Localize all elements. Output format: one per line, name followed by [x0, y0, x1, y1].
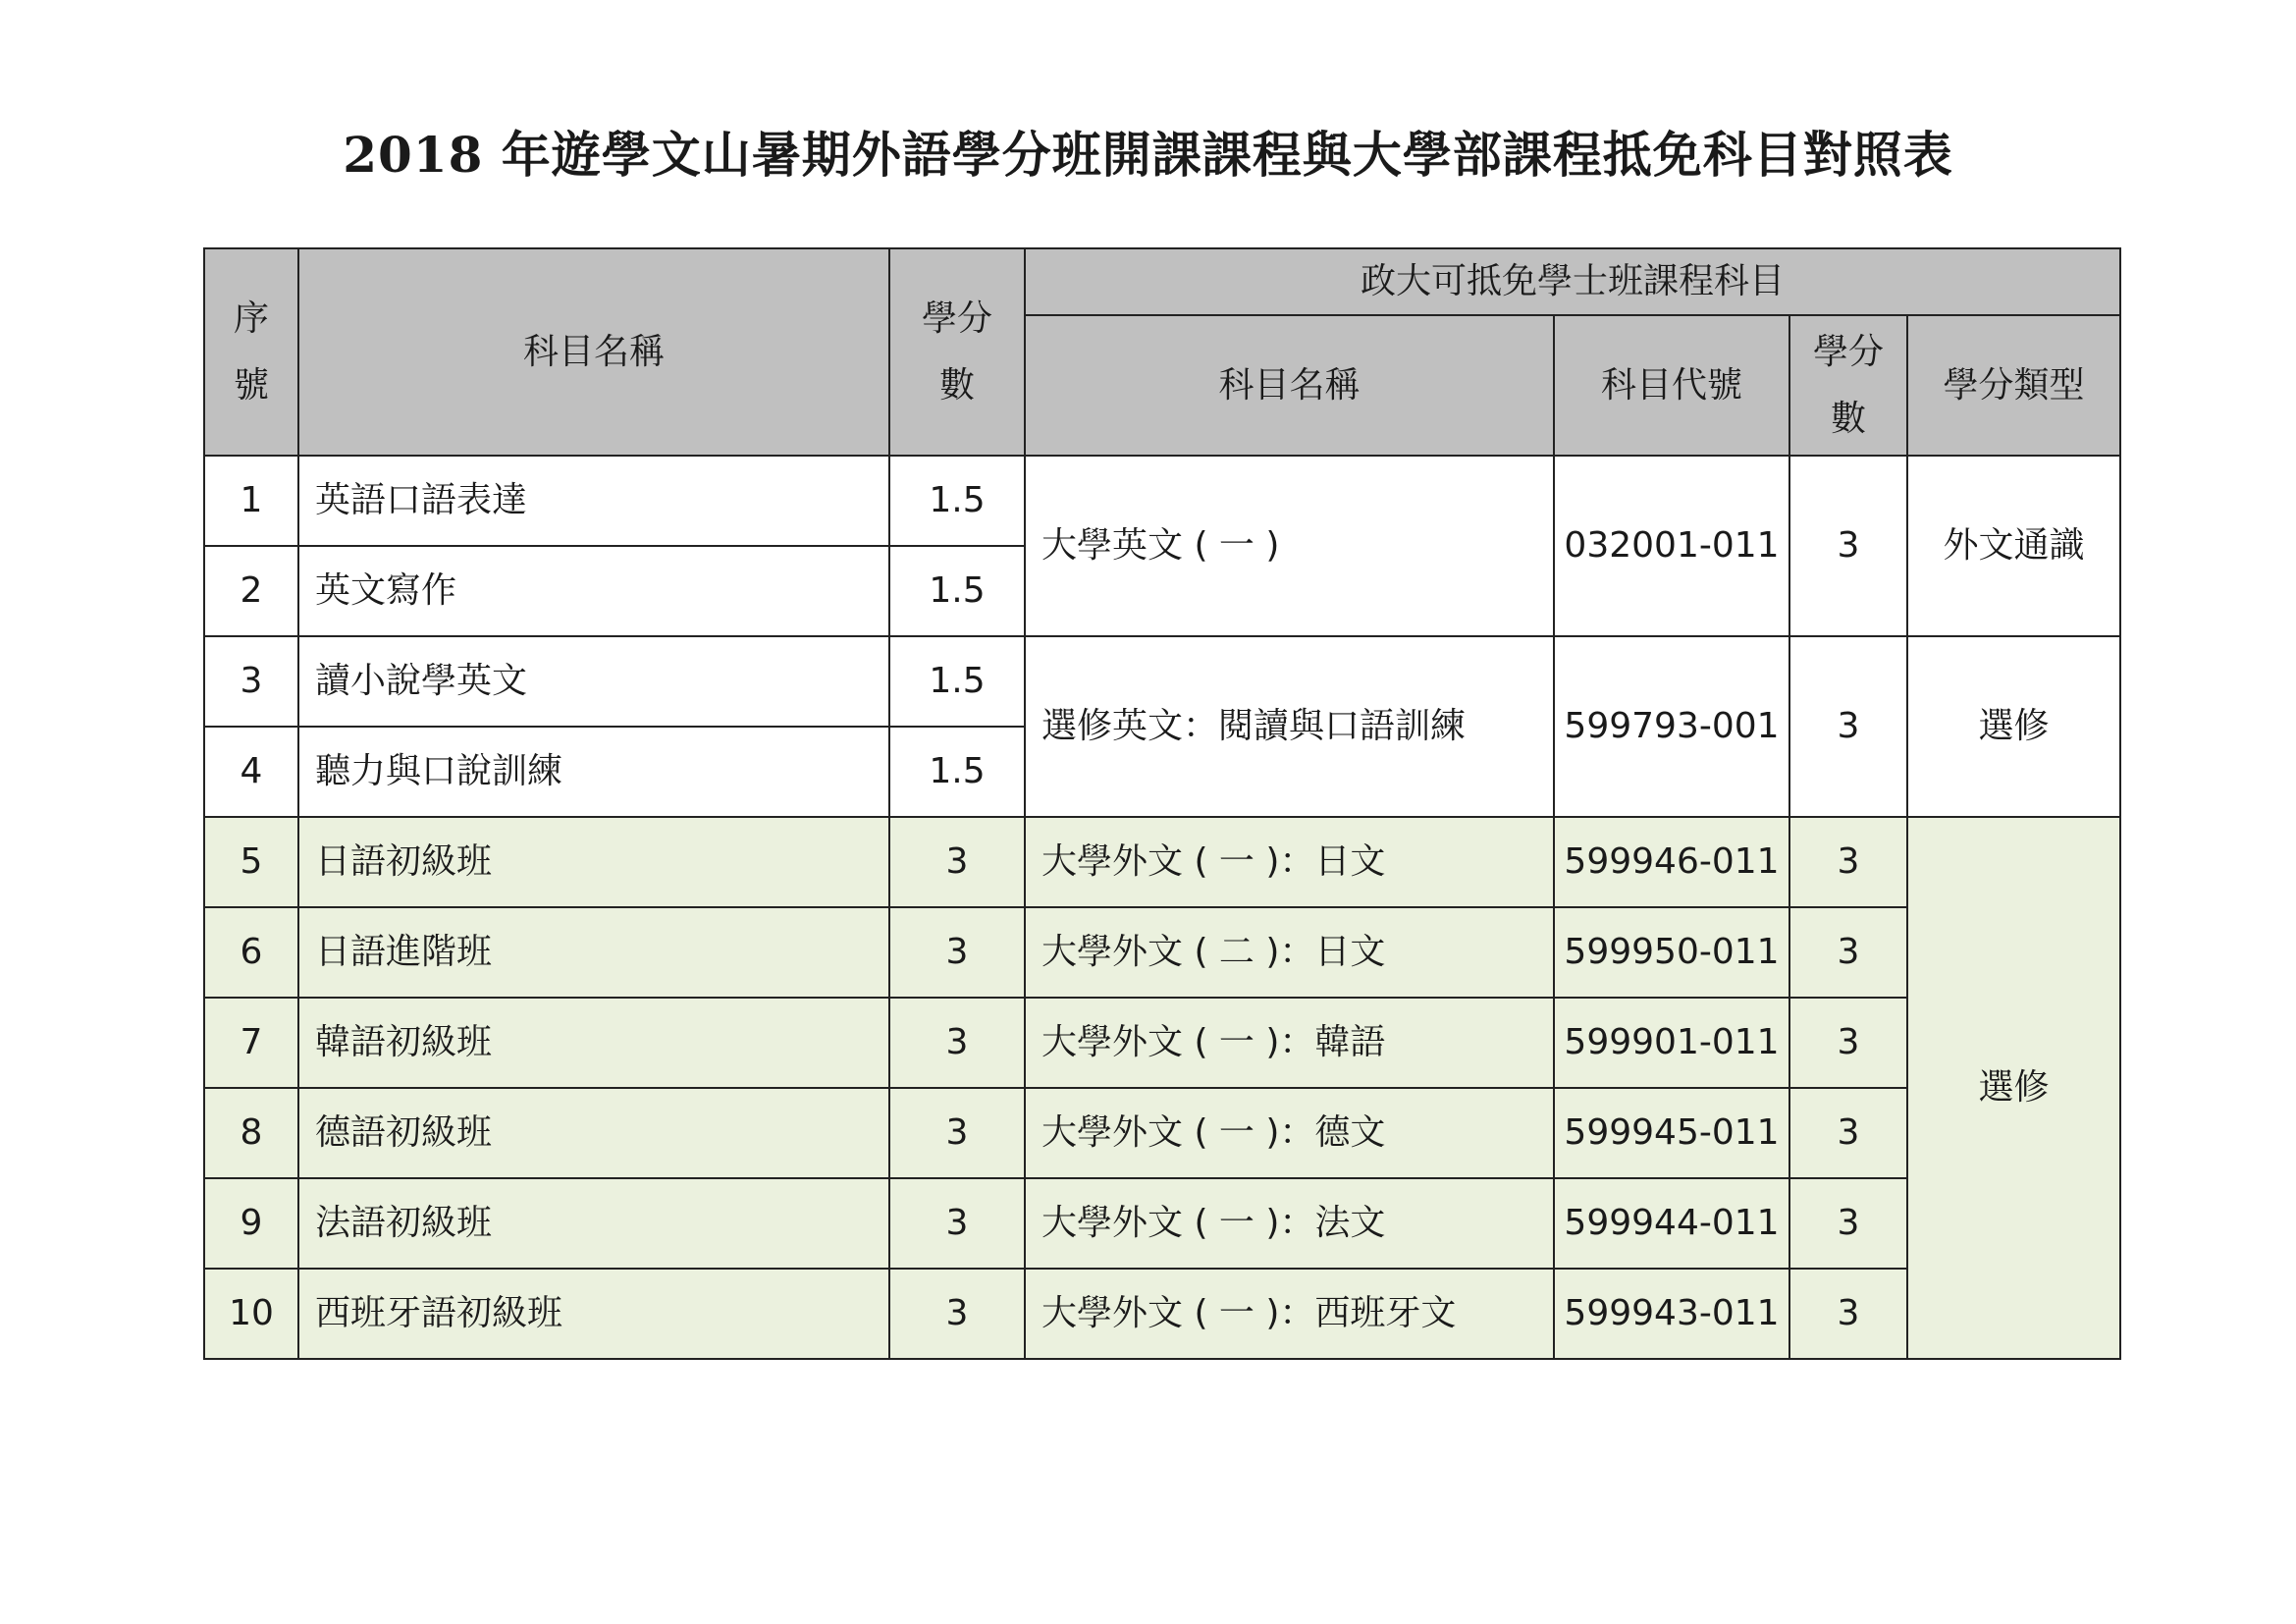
- table-row: [204, 1178, 2120, 1269]
- nccu-code-cell: 599945-011: [1554, 1088, 1789, 1178]
- nccu-credits-cell: 3: [1789, 456, 1907, 636]
- credit-type-cell: 外文通識: [1907, 456, 2120, 636]
- credit-type-cell: 選修: [1907, 636, 2120, 817]
- seq-cell: 2: [204, 546, 298, 636]
- header-credits: 學分 數: [889, 248, 1025, 456]
- nccu-code-cell: 599950-011: [1554, 907, 1789, 998]
- nccu-credits-cell: 3: [1789, 907, 1907, 998]
- seq-cell: 8: [204, 1088, 298, 1178]
- course-name-cell: 英語口語表達: [298, 456, 889, 546]
- course-name-cell: 英文寫作: [298, 546, 889, 636]
- nccu-course-name-cell: 選修英文：閱讀與口語訓練: [1025, 636, 1554, 817]
- seq-cell: 5: [204, 817, 298, 907]
- course-name-cell: 法語初級班: [298, 1178, 889, 1269]
- header-nccu-course-name: 科目名稱: [1025, 315, 1554, 456]
- course-name-cell: 聽力與口說訓練: [298, 727, 889, 817]
- table-row: [204, 998, 2120, 1088]
- header-nccu-credits: 學分 數: [1789, 315, 1907, 456]
- course-name-cell: 日語進階班: [298, 907, 889, 998]
- course-name-cell: 德語初級班: [298, 1088, 889, 1178]
- table-row: [204, 907, 2120, 998]
- nccu-code-cell: 599793-001: [1554, 636, 1789, 817]
- nccu-credits-cell: 3: [1789, 1088, 1907, 1178]
- seq-cell: 3: [204, 636, 298, 727]
- credits-cell: 3: [889, 1178, 1025, 1269]
- header-course-name: 科目名稱: [298, 248, 889, 456]
- table-row: [204, 1088, 2120, 1178]
- credits-cell: 1.5: [889, 456, 1025, 546]
- seq-cell: 4: [204, 727, 298, 817]
- nccu-code-cell: 599946-011: [1554, 817, 1789, 907]
- table-row: [204, 817, 2120, 907]
- credits-cell: 3: [889, 1269, 1025, 1359]
- nccu-course-name-cell: 大學外文 ( 一 )：日文: [1025, 817, 1554, 907]
- seq-cell: 10: [204, 1269, 298, 1359]
- nccu-course-name-cell: 大學外文 ( 二 )：日文: [1025, 907, 1554, 998]
- nccu-course-name-cell: 大學外文 ( 一 )：法文: [1025, 1178, 1554, 1269]
- nccu-code-cell: 599943-011: [1554, 1269, 1789, 1359]
- header-credit-type: 學分類型: [1907, 315, 2120, 456]
- nccu-code-cell: 599901-011: [1554, 998, 1789, 1088]
- header-seq: 序 號: [204, 248, 298, 456]
- nccu-course-name-cell: 大學英文 ( 一 ): [1025, 456, 1554, 636]
- seq-cell: 9: [204, 1178, 298, 1269]
- credits-cell: 3: [889, 817, 1025, 907]
- credit-type-cell: 選修: [1907, 817, 2120, 1359]
- nccu-credits-cell: 3: [1789, 636, 1907, 817]
- nccu-course-name-cell: 大學外文 ( 一 )：韓語: [1025, 998, 1554, 1088]
- nccu-credits-cell: 3: [1789, 998, 1907, 1088]
- table-row: [204, 636, 2120, 727]
- nccu-credits-cell: 3: [1789, 817, 1907, 907]
- header-nccu-code: 科目代號: [1554, 315, 1789, 456]
- course-name-cell: 西班牙語初級班: [298, 1269, 889, 1359]
- nccu-credits-cell: 3: [1789, 1178, 1907, 1269]
- credits-cell: 1.5: [889, 727, 1025, 817]
- credits-cell: 1.5: [889, 546, 1025, 636]
- credits-cell: 3: [889, 907, 1025, 998]
- seq-cell: 7: [204, 998, 298, 1088]
- nccu-credits-cell: 3: [1789, 1269, 1907, 1359]
- nccu-course-name-cell: 大學外文 ( 一 )：德文: [1025, 1088, 1554, 1178]
- course-name-cell: 韓語初級班: [298, 998, 889, 1088]
- seq-cell: 6: [204, 907, 298, 998]
- credits-cell: 3: [889, 1088, 1025, 1178]
- credits-cell: 1.5: [889, 636, 1025, 727]
- table-row: [204, 1269, 2120, 1359]
- course-name-cell: 日語初級班: [298, 817, 889, 907]
- seq-cell: 1: [204, 456, 298, 546]
- course-name-cell: 讀小說學英文: [298, 636, 889, 727]
- nccu-course-name-cell: 大學外文 ( 一 )：西班牙文: [1025, 1269, 1554, 1359]
- course-equivalence-table: [203, 247, 2121, 1360]
- page-title: 2018 年遊學文山暑期外語學分班開課課程與大學部課程抵免科目對照表: [343, 126, 1953, 184]
- nccu-code-cell: 032001-011: [1554, 456, 1789, 636]
- nccu-code-cell: 599944-011: [1554, 1178, 1789, 1269]
- header-nccu-group: 政大可抵免學士班課程科目: [1025, 248, 2120, 315]
- table-row: [204, 456, 2120, 546]
- credits-cell: 3: [889, 998, 1025, 1088]
